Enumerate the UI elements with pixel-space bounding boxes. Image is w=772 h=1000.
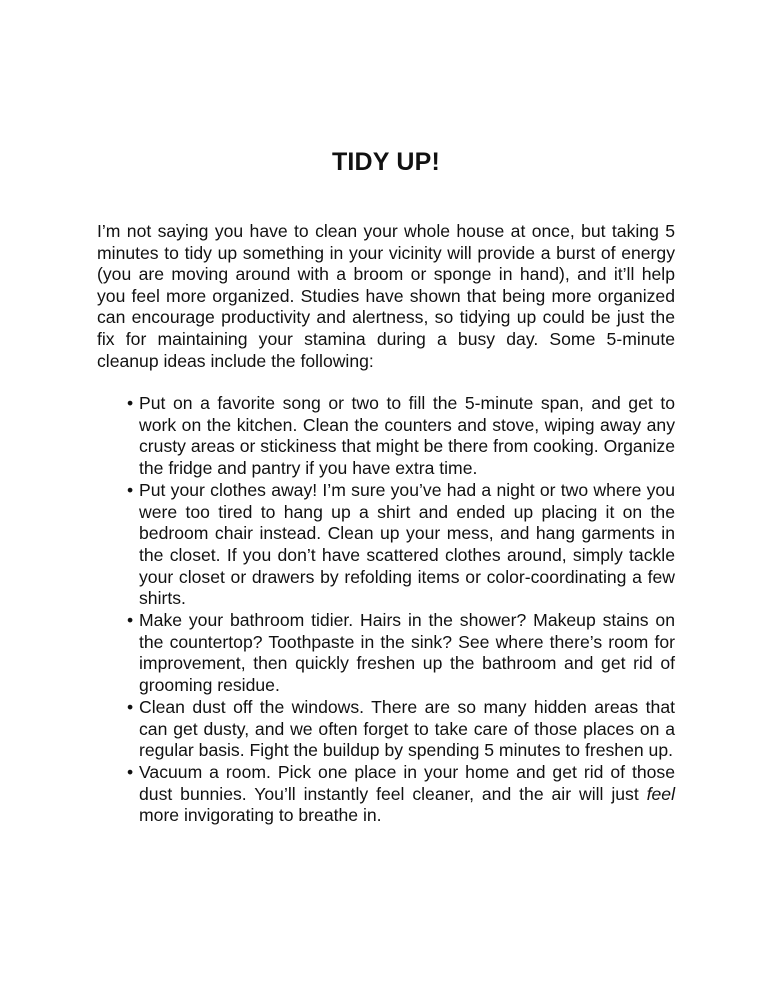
tip-text: Put on a favorite song or two to fill the 5-minute span, and get to work on the kitchen. Clean the counters and stove, wiping away any crusty areas or stickiness that might be there from cooking. Organize the fridge and pantry if you have extra time. — [139, 393, 675, 479]
list-item — [127, 610, 675, 697]
tip-text: Clean dust off the windows. There are so many hidden areas that can get dusty, and we often forget to take care of those places on a regular basis. Fight the buildup by spending 5 minutes to freshen up. — [139, 696, 675, 761]
tip-text-before: Vacuum a room. Pick one place in your home and get rid of those dust bunnies. You’ll instantly feel cleaner, and the air will just — [139, 761, 675, 804]
intro-paragraph: I’m not saying you have to clean your whole house at once, but taking 5 minutes to tidy up something in your vicinity will provide a burst of energy (you are moving around with a broom or sponge in hand), and it’ll help you feel more organized. Studies have shown that being more organized can encourage productivity and alertness, so tidying up could be just the fix for maintaining your stamina during a busy day. Some 5-minute cleanup ideas include the following: — [97, 221, 675, 371]
page-title: TIDY UP! — [331, 148, 441, 176]
list-item — [127, 393, 675, 480]
bullet-icon: • — [127, 761, 134, 782]
list-item — [127, 697, 675, 762]
tip-text: Make your bathroom tidier. Hairs in the shower? Makeup stains on the countertop? Toothpaste in the sink? See where there’s room for improvement, then quickly freshen up the bathroom and get rid of grooming residue. — [139, 610, 675, 696]
tips-list — [127, 393, 675, 827]
bullet-icon: • — [127, 610, 134, 631]
tip-text — [139, 762, 675, 825]
bullet-icon: • — [127, 479, 134, 500]
list-item — [127, 762, 675, 827]
list-item — [127, 480, 675, 610]
bullet-icon: • — [127, 393, 134, 413]
tip-text: Put your clothes away! I’m sure you’ve had a night or two where you were too tired to hang up a shirt and ended up placing it on the bedroom chair instead. Clean up your mess, and hang garments in the closet. If you don’t have scattered clothes around, simply tackle your closet or drawers by refolding items or color-coordinating a few shirts. — [139, 479, 675, 609]
tip-text-after: more invigorating to breathe in. — [139, 805, 382, 826]
bullet-icon: • — [127, 696, 134, 717]
emphasized-word: feel — [646, 783, 675, 804]
